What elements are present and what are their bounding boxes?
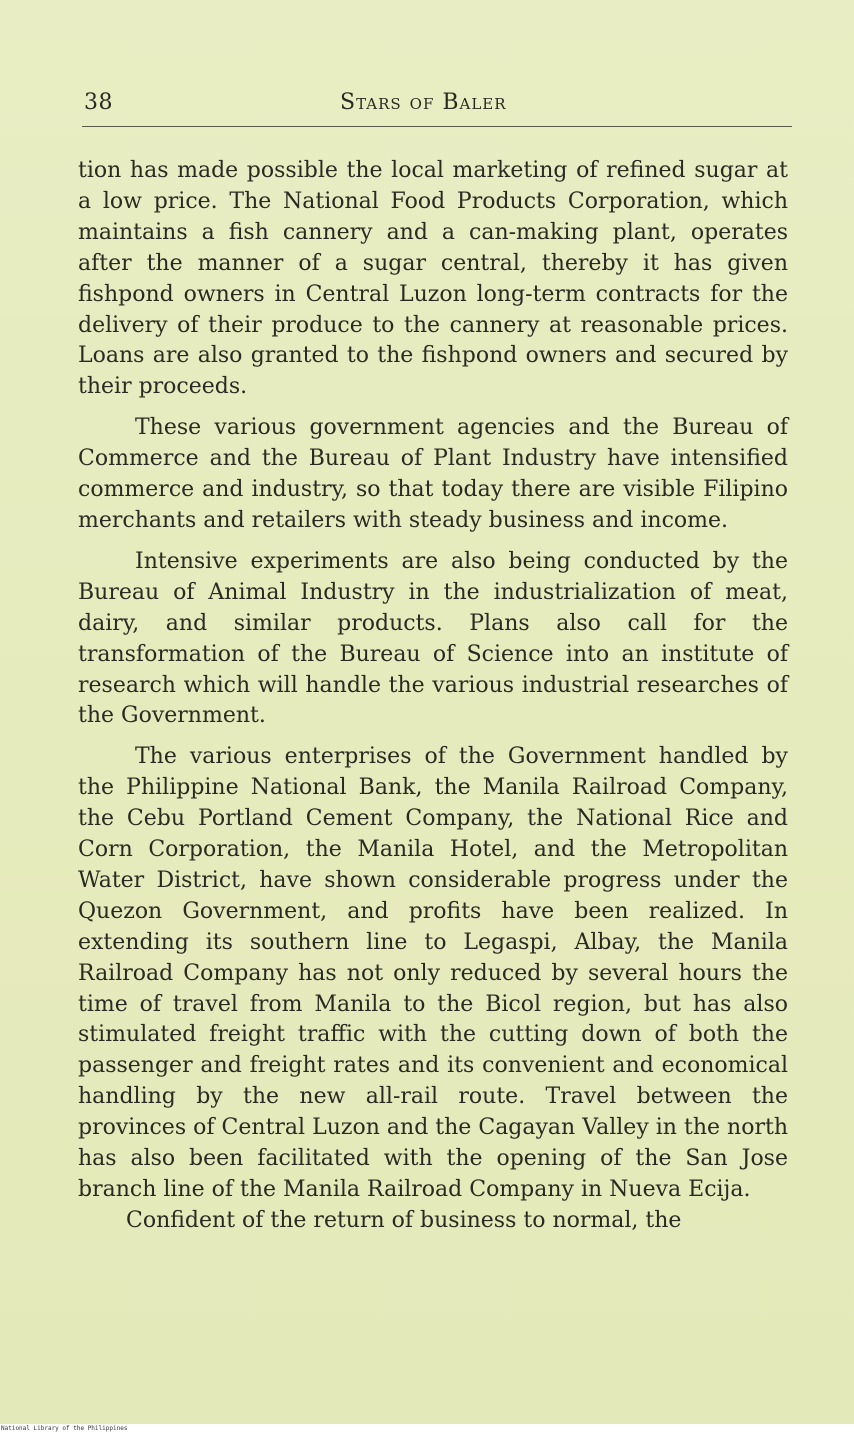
paragraph-3: Intensive experiments are also being conducted by the Bureau of Animal Industry in the industrialization of meat, dairy, and similar products. Plans also call for the transformation of the Bureau of Science into an institute of research which will handle the various industrial researches of the Government. [78, 548, 788, 729]
running-title: Stars of Baler [340, 90, 507, 115]
library-credit: National Library of the Philippines [1, 1425, 128, 1432]
paragraph-1: tion has made possible the local marketing of refined sugar at a low price. The National Food Products Corporation, which maintains a fish cannery and a can-making plant, operates after the manner of a sugar central, thereby it has given fishpond owners in Central Luzon long-term contracts for the delivery of their produce to the cannery at reasonable prices. Loans are also granted to the fishpond owners and secured by their proceeds. [78, 158, 788, 400]
paragraph-5: Confident of the return of business to normal, the [126, 1207, 682, 1233]
footer-strip [0, 1424, 854, 1433]
page-number: 38 [84, 90, 113, 115]
paragraph-4: The various enterprises of the Government handled by the Philippine National Bank, the Manila Railroad Company, the Cebu Portland Cement Company, the National Rice and Corn Corporation, the Manila Hotel, and the Metropolitan Water District, have shown considerable progress under the Quezon Government, and profits have been realized. In extending its southern line to Legaspi, Albay, the Manila Railroad Company has not only reduced by several hours the time of travel from Manila to the Bicol region, but has also stimulated freight traffic with the cutting down of both the passenger and freight rates and its convenient and economical handling by the new all-rail route. Travel between the provinces of Central Luzon and the Cagayan Valley in the north has also been facilitated with the opening of the San Jose branch line of the Manila Railroad Company in Nueva Ecija. [78, 744, 788, 1202]
running-head [82, 86, 792, 127]
body-text [78, 156, 788, 1247]
paragraph-2: These various government agencies and the Bureau of Commerce and the Bureau of Plant Industry have intensified commerce and industry, so that today there are visible Filipino merchants and retailers with steady business and income. [78, 415, 788, 533]
